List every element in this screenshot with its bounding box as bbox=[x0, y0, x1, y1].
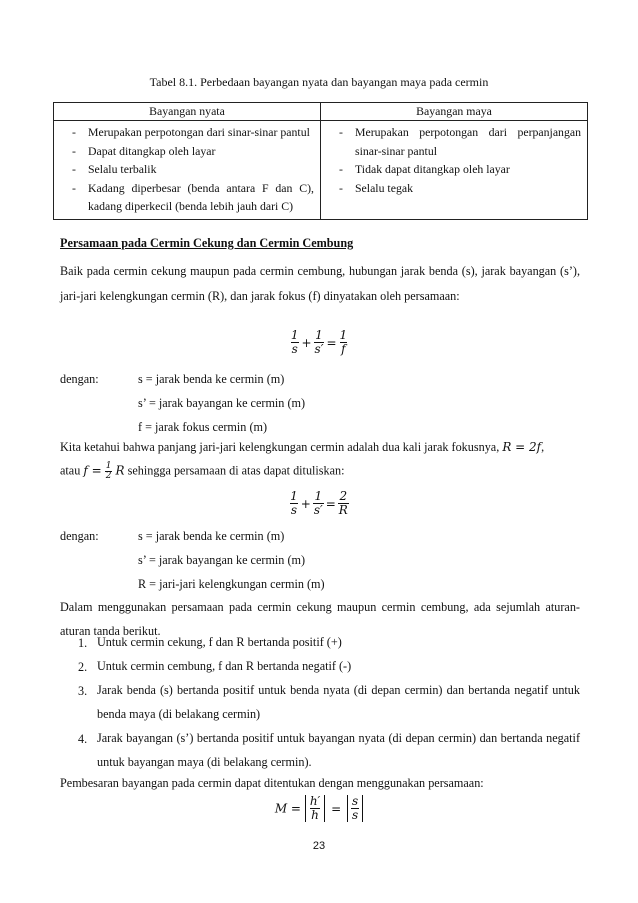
definition-item: s’ = jarak bayangan ke cermin (m) bbox=[138, 396, 306, 410]
definitions-label: dengan: bbox=[60, 372, 99, 386]
list-item: - Merupakan perpotongan dari sinar-sinar pantul bbox=[60, 123, 314, 142]
header-real-image: Bayangan nyata bbox=[54, 103, 321, 121]
definition-item: s = jarak benda ke cermin (m) bbox=[138, 529, 285, 543]
magnification-intro: Pembesaran bayangan pada cermin dapat ditentukan dengan menggunakan persamaan: bbox=[60, 776, 484, 790]
list-item: - Kadang diperbesar (benda antara F dan C), kadang diperkecil (benda lebih jauh dari C) bbox=[60, 179, 314, 216]
comparison-table bbox=[53, 102, 588, 220]
real-image-cell bbox=[54, 121, 321, 220]
intro-paragraph: Baik pada cermin cekung maupun pada cermin cembung, hubungan jarak benda (s), jarak bayangan (s’), jari-jari kelengkungan cermin (R), dan jarak fokus (f) dinyatakan oleh persamaan: bbox=[60, 264, 580, 303]
mirror-equation-radius: $\frac{1}{s}$ + $\frac{1}{s'}$ = $\frac{2}{R}$ bbox=[290, 489, 348, 517]
magnification-equation: M = $\frac{h'}{h}$ = $\frac{s}{s}$ bbox=[0, 795, 638, 822]
definition-item: f = jarak fokus cermin (m) bbox=[138, 420, 268, 434]
list-item: - Merupakan perpotongan dari perpanjangan sinar-sinar pantul bbox=[327, 123, 581, 160]
rule-number: 3. bbox=[78, 684, 88, 698]
list-item: - Selalu terbalik bbox=[60, 160, 314, 179]
page-number: 23 bbox=[312, 840, 326, 852]
section-heading: Persamaan pada Cermin Cekung dan Cermin Cembung bbox=[60, 236, 354, 250]
sign-rules-intro: Dalam menggunakan persamaan pada cermin cekung maupun cermin cembung, ada sejumlah aturan-aturan tanda berikut. bbox=[60, 600, 580, 638]
list-item: - Tidak dapat ditangkap oleh layar bbox=[327, 160, 581, 179]
list-item: - Dapat ditangkap oleh layar bbox=[60, 142, 314, 161]
rule-number: 2. bbox=[78, 660, 88, 674]
list-item: - Selalu tegak bbox=[327, 179, 581, 198]
rule-text: Jarak bayangan (s’) bertanda positif untuk bayangan nyata (di depan cermin) dan bertanda negatif untuk bayangan maya (di belakang cermin). bbox=[97, 731, 580, 769]
table-caption: Tabel 8.1. Perbedaan bayangan nyata dan bayangan maya pada cermin bbox=[149, 75, 489, 89]
focal-half-paragraph: atau f = $\frac{1}{2}$ R sehingga persamaan di atas dapat dituliskan: bbox=[60, 461, 345, 481]
definition-item: s = jarak benda ke cermin (m) bbox=[138, 372, 285, 386]
rule-text: Untuk cermin cembung, f dan R bertanda negatif (-) bbox=[97, 659, 352, 673]
definitions-label: dengan: bbox=[60, 529, 99, 543]
virtual-image-cell bbox=[321, 121, 588, 220]
rule-text: Jarak benda (s) bertanda positif untuk benda nyata (di depan cermin) dan bertanda negatif untuk benda maya (di belakang cermin) bbox=[97, 683, 580, 721]
rule-number: 4. bbox=[78, 732, 88, 746]
definition-item: s’ = jarak bayangan ke cermin (m) bbox=[138, 553, 306, 567]
definition-item: R = jari-jari kelengkungan cermin (m) bbox=[138, 577, 325, 591]
rule-number: 1. bbox=[78, 636, 88, 650]
rule-text: Untuk cermin cekung, f dan R bertanda positif (+) bbox=[97, 635, 342, 649]
mirror-equation: $\frac{1}{s}$ + $\frac{1}{s'}$ = $\frac{1}{f}$ bbox=[290, 328, 348, 356]
focal-relation-paragraph: Kita ketahui bahwa panjang jari-jari kelengkungan cermin adalah dua kali jarak fokusnya, R = 2f, bbox=[60, 440, 545, 454]
header-virtual-image: Bayangan maya bbox=[321, 103, 588, 121]
